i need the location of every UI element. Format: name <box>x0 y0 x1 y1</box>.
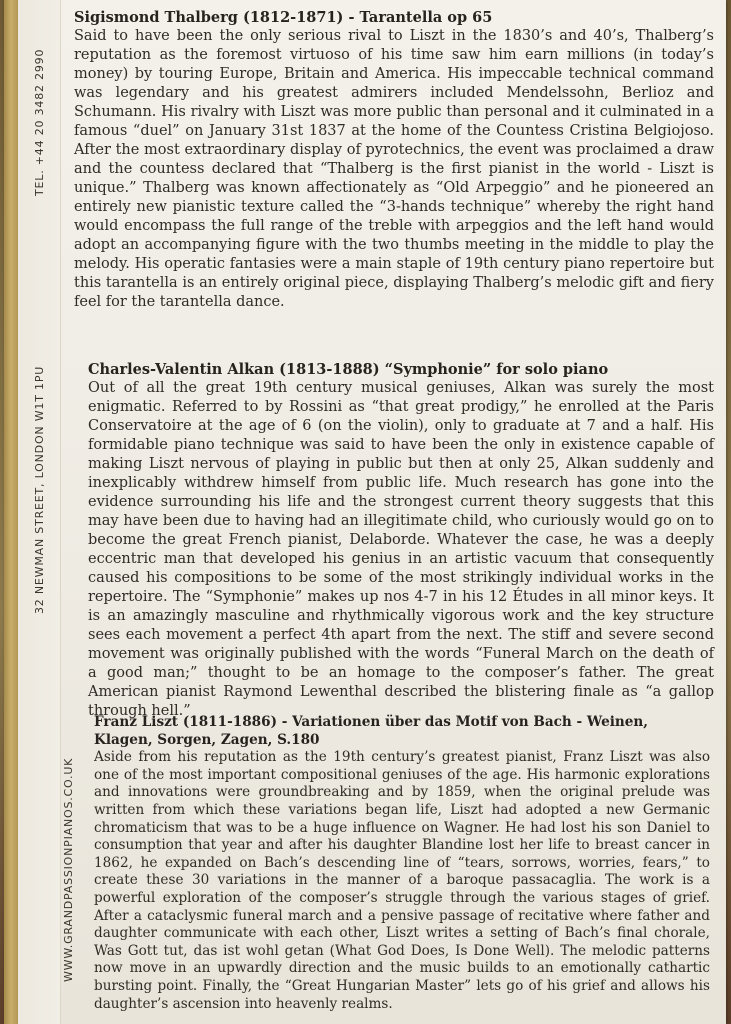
section-title: Franz Liszt (1811-1886) - Variationen über das Motif von Bach - Weinen, Klagen, Sorgen, Zagen, S.180 <box>94 714 649 748</box>
section-liszt <box>94 714 710 1013</box>
section-body: Out of all the great 19th century musical geniuses, Alkan was surely the most enigmatic. Referred to by Rossini as “that great prodigy,” he enrolled at the Paris Conservatoire at the age of 6 (on the violin), only to graduate at 7 and a half. His formidable piano technique was said to have been the only in existence capable of making Liszt nervous of playing in public but then at only 25, Alkan suddenly and inexplicably withdrew himself from public life. Much research has gone into the evidence surrounding his life and the strongest current theory suggests that this may have been due to having had an illegitimate child, who curiously would go on to become the great French pianist, Delaborde. Whatever the case, he was a deeply eccentric man that developed his genius in an artistic vacuum that consequently caused his compositions to be some of the most strikingly individual works in the repertoire. The “Symphonie” makes up nos 4-7 in his 12 Études in all minor keys. It is an amazingly masculine and rhythmically vigorous work and the key structure sees each movement a perfect 4th apart from the next. The stiff and severe second movement was originally published with the words “Funeral March on the death of a good man;” thought to be an homage to the composer’s father. The great American pianist Raymond Lewenthal described the blistering finale as “a gallop through hell.” <box>88 380 714 719</box>
section-body: Aside from his reputation as the 19th century’s greatest pianist, Franz Liszt was also one of the most important compositional geniuses of the age. His harmonic explorations and innovations were groundbreaking and by 1859, when the original prelude was written from which these variations began life, Liszt had adopted a new Germanic chromaticism that was to be a huge influence on Wagner. He had lost his son Daniel to consumption that year and after his daughter Blandine lost her life to breast cancer in 1862, he expanded on Bach’s descending line of “tears, sorrows, worries, fears,” to create these 30 variations in the manner of a baroque passacaglia. The work is a powerful exploration of the composer’s struggle through the various stages of grief. After a cataclysmic funeral march and a pensive passage of recitative where father and daughter communicate with each other, Liszt writes a setting of Bach’s final chorale, Was Gott tut, das ist wohl getan (What God Does, Is Done Well). The melodic patterns now move in an upwardly direction and the music builds to an emotionally cathartic bursting point. Finally, the “Great Hungarian Master” lets go of his grief and allows his daughter’s ascension into heavenly realms. <box>94 749 710 1012</box>
section-body: Said to have been the only serious rival to Liszt in the 1830’s and 40’s, Thalberg’s reputation as the foremost virtuoso of his time saw him earn millions (in today’s money) by touring Europe, Britain and America. His impeccable technical command was legendary and his greatest admirers included Mendelssohn, Berlioz and Schumann. His rivalry with Liszt was more public than personal and it culminated in a famous “duel” on January 31st 1837 at the home of the Countess Cristina Belgiojoso. After the most extraordinary display of pyrotechnics, the event was proclaimed a draw and the countess declared that “Thalberg is the first pianist in the world - Liszt is unique.” Thalberg was known affectionately as “Old Arpeggio” and he pioneered an entirely new pianistic texture called the “3-hands technique” whereby the right hand would encompass the full range of the treble with arpeggios and the left hand would adopt an accompanying figure with the two thumbs meeting in the middle to play the melody. His operatic fantasies were a main staple of 19th century piano repertoire but this tarantella is an entirely original piece, displaying Thalberg’s melodic gift and fiery feel for the tarantella dance. <box>74 28 714 310</box>
address: 32 NEWMAN STREET, LONDON W1T 1PU <box>33 365 46 614</box>
section-title: Charles-Valentin Alkan (1813-1888) “Symphonie” for solo piano <box>88 361 609 378</box>
section-title: Sigismond Thalberg (1812-1871) - Tarantella op 65 <box>74 9 493 26</box>
phone-number: TEL. +44 20 3482 2990 <box>33 48 46 196</box>
programme-card <box>4 0 726 1024</box>
gold-bar <box>4 0 18 1024</box>
website-link[interactable]: WWW.GRANDPASSIONPIANOS.CO.UK <box>62 757 75 982</box>
side-strip <box>4 0 75 1024</box>
section-alkan <box>88 360 714 721</box>
section-thalberg <box>74 8 714 312</box>
